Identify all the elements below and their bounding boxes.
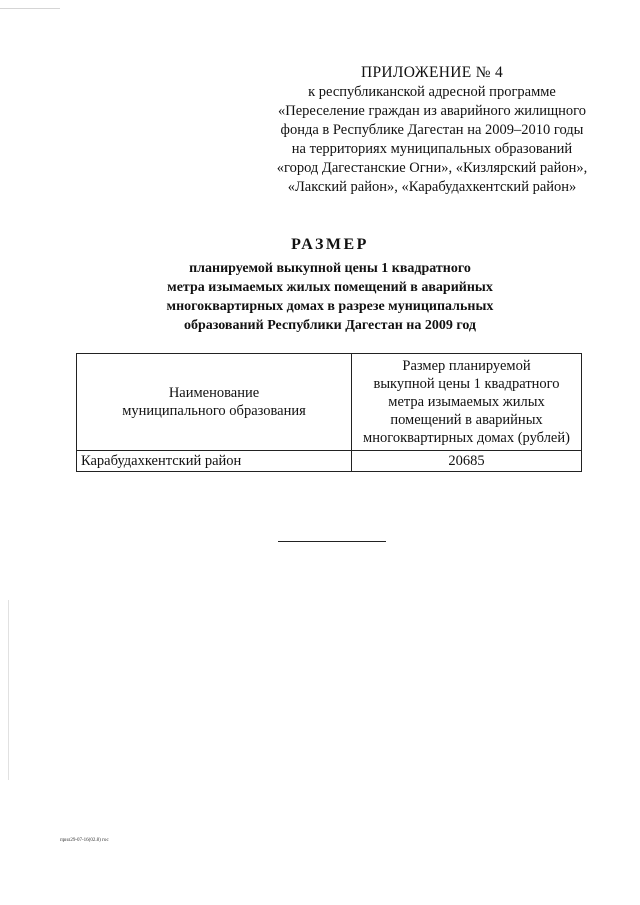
header-municipality: Наименование муниципального образования [77, 354, 352, 451]
appendix-line: «Лакский район», «Карабудахкентский район» [287, 179, 577, 195]
table-row [77, 451, 582, 472]
price-table [76, 353, 582, 472]
header-price: Размер планируемой выкупной цены 1 квадратного метра изымаемых жилых помещений в аварийных многоквартирных домах (рублей) [352, 354, 582, 451]
heading-word: РАЗМЕР [291, 236, 369, 253]
appendix-line: на территориях муниципальных образований [291, 141, 573, 157]
heading-line: образований Республики Дагестан на 2009 год [183, 318, 477, 333]
cell-municipality: Карабудахкентский район [77, 451, 352, 472]
scan-artifact [8, 600, 9, 780]
heading-line: метра изымаемых жилых помещений в аварийных [167, 280, 493, 295]
appendix-line: «город Дагестанские Огни», «Кизлярский район», [276, 160, 588, 176]
appendix-block [262, 63, 602, 197]
divider [278, 541, 386, 542]
scan-artifact [0, 8, 60, 9]
appendix-line: фонда в Республике Дагестан на 2009–2010 годы [280, 122, 584, 138]
cell-price: 20685 [352, 451, 582, 472]
heading-line: планируемой выкупной цены 1 квадратного [189, 261, 471, 276]
appendix-title: ПРИЛОЖЕНИЕ № 4 [360, 64, 504, 81]
appendix-line: «Переселение граждан из аварийного жилищного [277, 103, 587, 119]
appendix-line: к республиканской адресной программе [308, 84, 556, 100]
document-heading [120, 236, 540, 335]
footer-code: прил29-07-16(02.8) гос [60, 838, 109, 843]
table-header-row [77, 354, 582, 451]
heading-line: многоквартирных домах в разрезе муниципальных [166, 299, 494, 314]
